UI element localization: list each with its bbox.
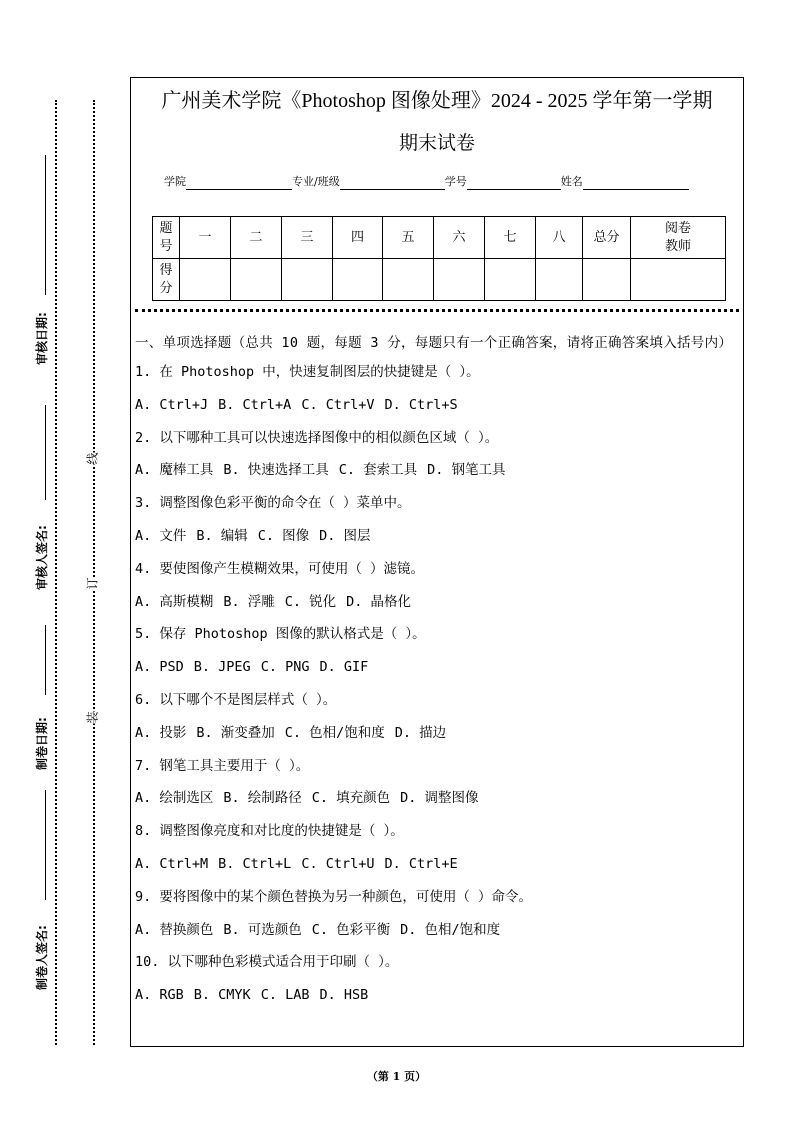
major-field[interactable] — [340, 177, 445, 190]
option-choice[interactable]: B. 编辑 — [196, 527, 248, 544]
score-cell[interactable] — [282, 259, 333, 301]
student-id-label: 学号 — [444, 175, 467, 188]
option-choice[interactable]: A. 魔棒工具 — [135, 462, 214, 479]
question-options — [135, 395, 735, 428]
score-value-row — [153, 259, 726, 301]
option-choice[interactable]: B. 快速选择工具 — [223, 462, 329, 479]
score-header-row — [153, 217, 726, 259]
score-col-header: 四 — [333, 217, 383, 259]
option-choice[interactable]: B. Ctrl+L — [218, 855, 292, 872]
option-choice[interactable]: A. 替换颜色 — [135, 921, 214, 938]
score-cell[interactable] — [536, 259, 583, 301]
option-choice[interactable]: D. 色相/饱和度 — [400, 921, 501, 938]
option-choice[interactable]: C. 套索工具 — [338, 462, 418, 479]
option-choice[interactable]: B. 渐变叠加 — [196, 724, 275, 741]
student-info-row — [164, 174, 689, 190]
question-list — [135, 362, 735, 1018]
score-label: 得 分 — [153, 259, 180, 301]
score-col-header: 三 — [282, 217, 333, 259]
question-no-label: 题 号 — [153, 217, 180, 259]
make-date-blank — [45, 625, 46, 695]
binding-mark-zhuang: 装 — [82, 711, 103, 723]
option-choice[interactable]: C. Ctrl+V — [301, 396, 375, 413]
question-options — [135, 723, 735, 756]
student-id-field[interactable] — [467, 177, 561, 190]
option-choice[interactable]: C. PNG — [260, 659, 310, 676]
college-field[interactable] — [186, 177, 292, 190]
score-col-header: 八 — [536, 217, 583, 259]
reviewer-sign-label: 审核人签名: — [35, 525, 49, 590]
make-date-label: 制卷日期: — [35, 717, 49, 770]
section-heading: 一、单项选择题（总共 10 题，每题 3 分，每题只有一个正确答案，请将正确答案填入括号内） — [135, 335, 733, 351]
score-col-header: 一 — [180, 217, 231, 259]
option-choice[interactable]: B. 绘制路径 — [223, 790, 302, 807]
score-cell[interactable] — [231, 259, 282, 301]
question-text: 9. 要将图像中的某个颜色替换为另一种颜色，可使用（ ）命令。 — [135, 888, 533, 905]
option-choice[interactable]: A. 高斯模糊 — [135, 593, 214, 610]
score-col-header: 二 — [231, 217, 282, 259]
option-choice[interactable]: D. 晶格化 — [346, 593, 412, 610]
binding-mark-ding: 订 — [82, 577, 103, 589]
binding-mark-line: 线 — [82, 452, 103, 464]
exam-frame — [130, 77, 744, 1047]
score-table — [152, 216, 726, 301]
question-options — [135, 854, 735, 887]
option-choice[interactable]: B. 可选颜色 — [223, 921, 302, 938]
option-choice[interactable]: A. RGB — [135, 987, 184, 1004]
maker-sign-blank — [45, 790, 46, 900]
question-options — [135, 592, 735, 625]
reviewer-sign-blank — [45, 405, 46, 500]
question-options — [135, 920, 735, 953]
option-choice[interactable]: D. 钢笔工具 — [427, 462, 506, 479]
question-text: 2. 以下哪种工具可以快速选择图像中的相似颜色区域（ ）。 — [135, 429, 499, 446]
option-choice[interactable]: D. 图层 — [319, 527, 371, 544]
score-cell[interactable] — [485, 259, 536, 301]
option-choice[interactable]: B. JPEG — [193, 659, 251, 676]
option-choice[interactable]: A. 绘制选区 — [135, 790, 214, 807]
question-options — [135, 985, 735, 1018]
reviewer-cell[interactable] — [631, 259, 726, 301]
outer-dotted-line — [55, 100, 57, 1045]
score-cell[interactable] — [583, 259, 631, 301]
option-choice[interactable]: C. Ctrl+U — [301, 855, 375, 872]
option-choice[interactable]: C. 图像 — [257, 527, 310, 544]
score-col-header: 七 — [485, 217, 536, 259]
option-choice[interactable]: D. Ctrl+E — [384, 855, 458, 872]
score-col-header: 六 — [434, 217, 485, 259]
question-text: 4. 要使图像产生模糊效果，可使用（ ）滤镜。 — [135, 560, 425, 577]
question-options — [135, 526, 735, 559]
major-label: 专业/班级 — [292, 175, 340, 188]
score-col-header: 五 — [383, 217, 434, 259]
score-cell[interactable] — [180, 259, 231, 301]
option-choice[interactable]: D. 描边 — [394, 724, 447, 741]
name-label: 姓名 — [560, 175, 583, 188]
score-cell[interactable] — [383, 259, 434, 301]
score-col-header: 总分 — [583, 217, 631, 259]
question-options — [135, 657, 735, 690]
exam-title: 广州美术学院《Photoshop 图像处理》2024 - 2025 学年第一学期 — [161, 90, 713, 112]
exam-subtitle: 期末试卷 — [398, 133, 475, 154]
question-text: 6. 以下哪个不是图层样式（ ）。 — [135, 691, 337, 708]
question-text: 1. 在 Photoshop 中，快速复制图层的快捷键是（ ）。 — [135, 364, 480, 380]
option-choice[interactable]: C. 色彩平衡 — [311, 921, 391, 938]
question-text: 3. 调整图像色彩平衡的命令在（ ）菜单中。 — [135, 495, 411, 512]
option-choice[interactable]: A. PSD — [135, 659, 184, 676]
option-choice[interactable]: A. 文件 — [135, 527, 187, 544]
option-choice[interactable]: B. Ctrl+A — [218, 396, 292, 413]
option-choice[interactable]: C. LAB — [260, 987, 310, 1004]
question-options — [135, 460, 735, 493]
question-text: 8. 调整图像亮度和对比度的快捷键是（ ）。 — [135, 823, 404, 840]
score-cell[interactable] — [434, 259, 485, 301]
question-text: 5. 保存 Photoshop 图像的默认格式是（ ）。 — [135, 626, 426, 643]
option-choice[interactable]: B. 浮雕 — [223, 593, 275, 610]
question-text: 10. 以下哪种色彩模式适合用于印刷（ ）。 — [135, 954, 399, 971]
option-choice[interactable]: C. 色相/饱和度 — [284, 724, 385, 741]
option-choice[interactable]: B. CMYK — [193, 987, 251, 1004]
question-text: 7. 钢笔工具主要用于（ ）。 — [135, 757, 310, 774]
option-choice[interactable]: D. HSB — [319, 987, 369, 1004]
dotted-separator — [135, 309, 739, 312]
option-choice[interactable]: A. Ctrl+J — [135, 396, 209, 413]
option-choice[interactable]: A. 投影 — [135, 724, 187, 741]
inner-dotted-line — [93, 100, 95, 1045]
question-section — [135, 332, 735, 1018]
question-options — [135, 788, 735, 821]
college-label: 学院 — [164, 175, 186, 188]
option-choice[interactable]: D. 调整图像 — [400, 790, 479, 807]
option-choice[interactable]: A. Ctrl+M — [135, 855, 209, 872]
option-choice[interactable]: C. 填充颜色 — [311, 790, 391, 807]
page-number: （第 1 页） — [366, 1070, 427, 1083]
review-date-blank — [45, 155, 46, 295]
option-choice[interactable]: D. GIF — [319, 659, 369, 676]
name-field[interactable] — [583, 177, 689, 190]
maker-sign-label: 制卷人签名: — [35, 925, 49, 990]
reviewer-header: 阅卷 教师 — [631, 217, 726, 259]
review-date-label: 审核日期: — [35, 312, 49, 365]
option-choice[interactable]: C. 锐化 — [284, 593, 337, 610]
score-cell[interactable] — [333, 259, 383, 301]
option-choice[interactable]: D. Ctrl+S — [384, 396, 458, 413]
